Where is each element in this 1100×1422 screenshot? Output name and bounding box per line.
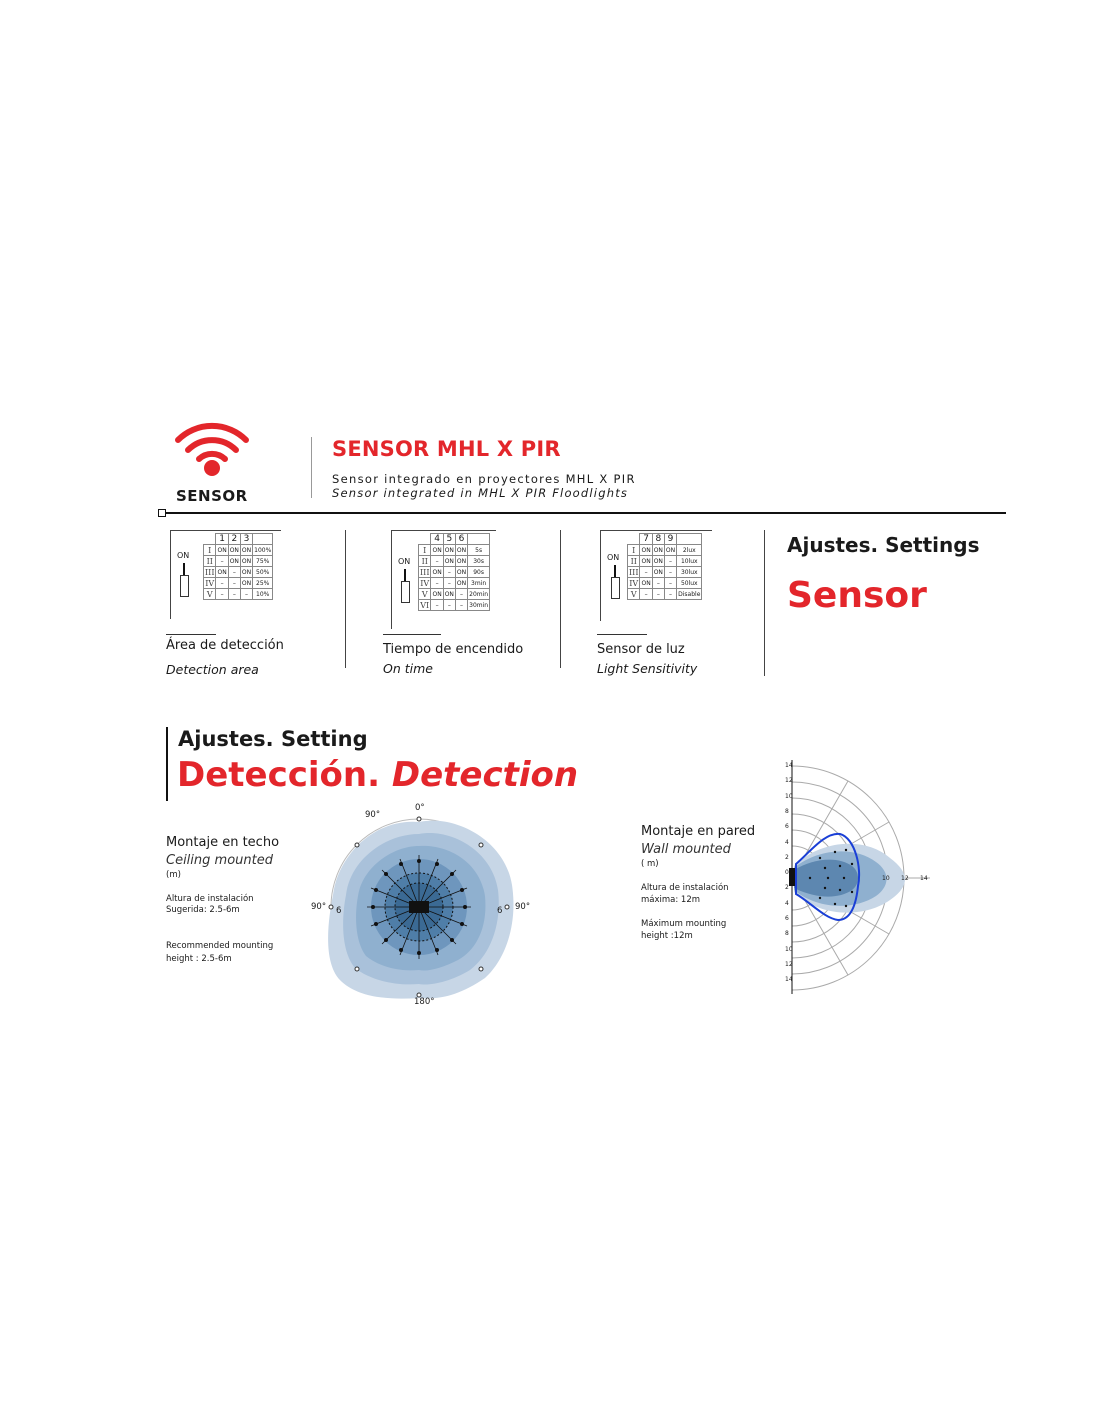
dip-col-header: 9 (664, 534, 676, 545)
dip-cell: 25% (253, 578, 273, 589)
dip-cell: ON (456, 557, 467, 565)
wall-y-tick: 4 (785, 899, 789, 907)
dip-row (628, 567, 702, 578)
dip-cell: ON (653, 557, 663, 565)
dip-row (204, 589, 273, 600)
dip-cell: ON (641, 546, 651, 554)
dip-cell: ON (641, 579, 651, 587)
dip-cell: – (652, 578, 664, 589)
wall-height-en-2: height :12m (641, 931, 693, 941)
dip-row (628, 556, 702, 567)
dip-cell: 10lux (677, 556, 702, 567)
dip-row-label: V (628, 589, 640, 600)
wall-x-tick: 12 (901, 875, 909, 882)
dip-row-label: I (628, 545, 640, 556)
dip-cell: 5s (468, 545, 490, 556)
dip-cell: – (455, 589, 467, 600)
dip-row-label: II (419, 556, 431, 567)
dip-row-label: V (204, 589, 216, 600)
dip-cell: – (443, 578, 455, 589)
dip-cell: – (664, 556, 676, 567)
dip-col-header: 6 (455, 534, 467, 545)
subtitle-es: Sensor integrado en proyectores MHL X PIR (332, 472, 636, 486)
dip-cell: ON (444, 546, 454, 554)
dip-switch-area (170, 530, 281, 619)
ceiling-height-es-1: Altura de instalación (166, 894, 254, 904)
wall-height-es-2: máxima: 12m (641, 895, 701, 905)
wall-y-tick: 10 (785, 945, 793, 953)
detection-title (177, 755, 578, 795)
dip-cell: ON (432, 546, 442, 554)
subtitle-en: Sensor integrated in MHL X PIR Floodlights (332, 486, 629, 500)
ceiling-height-en-1: Recommended mounting (166, 941, 274, 951)
detection-title-es: Detección. (177, 755, 381, 795)
caption-rule (597, 634, 647, 635)
wall-title-en: Wall mounted (641, 842, 731, 857)
header-divider (311, 437, 312, 498)
dip-cell: – (228, 567, 240, 578)
wall-unit: ( m) (641, 859, 659, 869)
wall-title-es: Montaje en pared (641, 824, 756, 839)
dip-row (419, 567, 490, 578)
dip-cell: – (664, 589, 676, 600)
dip-row (204, 578, 273, 589)
dip-cell: ON (241, 557, 252, 565)
settings-heading: Ajustes. Settings (787, 533, 980, 557)
dip-cell: ON (229, 546, 239, 554)
dip-cell: – (640, 589, 652, 600)
dip-cell: ON (456, 579, 467, 587)
dip-cell: 3min (468, 578, 490, 589)
dip-table-area (203, 533, 273, 600)
dip-row (419, 589, 490, 600)
dip-cell: Disable (678, 590, 701, 598)
dip-cell: 50lux (677, 578, 702, 589)
dip-cell: ON (653, 568, 663, 576)
dip-row-label: I (204, 545, 216, 556)
dip-cell: 50% (253, 567, 273, 578)
wall-y-tick: 6 (785, 823, 789, 831)
dip-row (628, 589, 702, 600)
dip-cell: 2lux (677, 545, 702, 556)
angle-bottom: 180° (414, 997, 435, 1007)
dip-row-label: III (205, 567, 215, 577)
wall-sensor-icon (789, 868, 795, 886)
wall-y-tick: 6 (785, 915, 789, 922)
dip-col-header: 2 (228, 534, 240, 545)
on-label: ON (398, 557, 411, 566)
wall-y-tick: 8 (785, 807, 789, 815)
caption-rule (383, 634, 441, 635)
caption-en: On time (383, 661, 433, 676)
dip-row (419, 600, 490, 611)
dip-col-header: 8 (652, 534, 664, 545)
angle-left: 90° (311, 902, 327, 912)
ceiling-height-en-2: height : 2.5-6m (166, 954, 232, 964)
switch-arrow-icon (404, 569, 406, 581)
dip-cell: – (664, 567, 676, 578)
dip-cell: ON (241, 568, 252, 576)
wall-y-tick: 8 (785, 930, 789, 938)
dip-cell: ON (665, 546, 676, 554)
dip-row (419, 556, 490, 567)
dip-cell: 90s (468, 567, 490, 578)
wall-x-tick: 10 (882, 875, 890, 882)
column-divider (560, 530, 561, 668)
wall-y-tick: 2 (785, 884, 789, 892)
switch-arrow-icon (614, 565, 616, 577)
dip-cell: – (228, 578, 240, 589)
wall-height-en-1: Máximum mounting (641, 919, 727, 929)
detection-title-en: Detection (391, 755, 579, 795)
dip-cell: 20min (469, 590, 489, 598)
page-title: SENSOR MHL X PIR (332, 437, 561, 461)
dip-cell: ON (456, 546, 467, 554)
column-divider (345, 530, 346, 668)
wall-y-tick: 14 (785, 976, 793, 984)
ceiling-height-es-2: Sugerida: 2.5-6m (166, 905, 240, 915)
caption-es: Tiempo de encendido (383, 642, 524, 657)
dip-row (419, 545, 490, 556)
switch-knob-icon (611, 577, 620, 599)
dip-cell: – (664, 578, 676, 589)
angle-right: 90° (515, 902, 531, 912)
dip-row-label: II (628, 556, 640, 567)
wifi-sensor-icon (172, 418, 252, 478)
wall-detection-diagram (780, 758, 940, 996)
wall-y-tick: 4 (785, 838, 789, 846)
angle-top-left: 90° (365, 810, 381, 820)
dip-switch-light (600, 530, 712, 621)
dip-row-label: IV (205, 578, 215, 588)
switch-arrow-icon (183, 563, 185, 575)
dip-cell: ON (241, 579, 252, 587)
angle-top: 0° (415, 803, 425, 813)
wall-y-tick: 12 (785, 960, 793, 968)
dip-col-header: 4 (431, 534, 443, 545)
dip-row-label: IV (629, 578, 639, 588)
column-divider (764, 530, 765, 676)
dip-row (419, 578, 490, 589)
dip-col-header: 3 (240, 534, 252, 545)
dip-switch-time (391, 530, 496, 629)
dip-cell: ON (217, 568, 227, 576)
header-rule (162, 512, 1006, 514)
ceiling-title-es: Montaje en techo (166, 835, 280, 850)
dip-cell: – (652, 589, 664, 600)
dip-cell: – (431, 556, 443, 567)
caption-en: Detection area (166, 662, 259, 677)
dip-row-label: V (419, 589, 431, 600)
dip-cell: 30min (469, 601, 489, 609)
dip-row (204, 545, 273, 556)
dip-cell: – (431, 578, 443, 589)
switch-knob-icon (401, 581, 410, 603)
dip-cell: 10% (253, 589, 273, 600)
dip-cell: ON (432, 590, 442, 598)
dip-col-header: 1 (216, 534, 228, 545)
detection-bar (166, 727, 168, 801)
dip-cell: ON (444, 557, 454, 565)
dip-cell: – (216, 556, 228, 567)
dip-row-label: I (419, 545, 431, 556)
detection-heading: Ajustes. Setting (178, 727, 368, 751)
on-label: ON (607, 553, 620, 562)
dip-row-label: IV (420, 578, 430, 588)
dip-row (204, 567, 273, 578)
caption-es: Sensor de luz (597, 642, 685, 657)
ceiling-title-en: Ceiling mounted (166, 853, 273, 868)
dip-cell: 30s (468, 556, 490, 567)
dip-cell: ON (241, 546, 252, 554)
dip-cell: ON (229, 557, 239, 565)
wall-y-tick: 14 (785, 762, 793, 769)
dip-cell: – (216, 589, 228, 600)
switch-knob-icon (180, 575, 189, 597)
dip-cell: 100% (254, 546, 272, 554)
dip-cell: ON (641, 557, 651, 565)
dip-cell: – (431, 600, 443, 611)
wall-y-tick: 10 (785, 792, 793, 800)
dip-cell: 75% (253, 556, 273, 567)
caption-es: Área de detección (166, 638, 284, 653)
wall-y-tick: 12 (785, 777, 793, 785)
dip-cell: ON (432, 568, 442, 576)
dip-cell: – (443, 600, 455, 611)
dip-cell: – (240, 589, 252, 600)
dip-cell: – (443, 567, 455, 578)
dip-cell: – (640, 567, 652, 578)
wall-x-tick: 14 (920, 875, 928, 882)
dip-cell: ON (444, 590, 454, 598)
dip-row-label: III (420, 567, 430, 577)
caption-en: Light Sensitivity (597, 661, 698, 676)
dip-col-header: 7 (640, 534, 652, 545)
ceiling-unit: (m) (166, 870, 181, 880)
wall-y-tick: 2 (785, 853, 789, 861)
dip-row-label: III (629, 567, 639, 577)
dip-row (628, 545, 702, 556)
dip-cell: – (228, 589, 240, 600)
dip-cell: 30lux (677, 567, 702, 578)
caption-rule (166, 634, 216, 635)
dip-row-label: II (204, 556, 216, 567)
sensor-device-icon (409, 901, 429, 913)
rule-marker (158, 509, 166, 517)
dip-cell: – (455, 600, 467, 611)
dip-cell: ON (653, 546, 663, 554)
wall-y-tick: 0 (785, 869, 789, 877)
dip-cell: – (216, 578, 228, 589)
dip-row (204, 556, 273, 567)
dip-cell: ON (217, 546, 227, 554)
dip-row-label: VI (420, 600, 430, 610)
dip-col-header: 5 (443, 534, 455, 545)
on-label: ON (177, 551, 190, 560)
dip-cell: ON (456, 568, 467, 576)
dip-table-light (627, 533, 702, 600)
dip-table-time (418, 533, 490, 611)
distance-left: 6 (336, 906, 342, 916)
settings-title: Sensor (787, 575, 927, 616)
wall-height-es-1: Altura de instalación (641, 883, 729, 893)
distance-right: 6 (497, 906, 503, 916)
dip-row (628, 578, 702, 589)
sensor-icon-label: SENSOR (176, 487, 248, 505)
